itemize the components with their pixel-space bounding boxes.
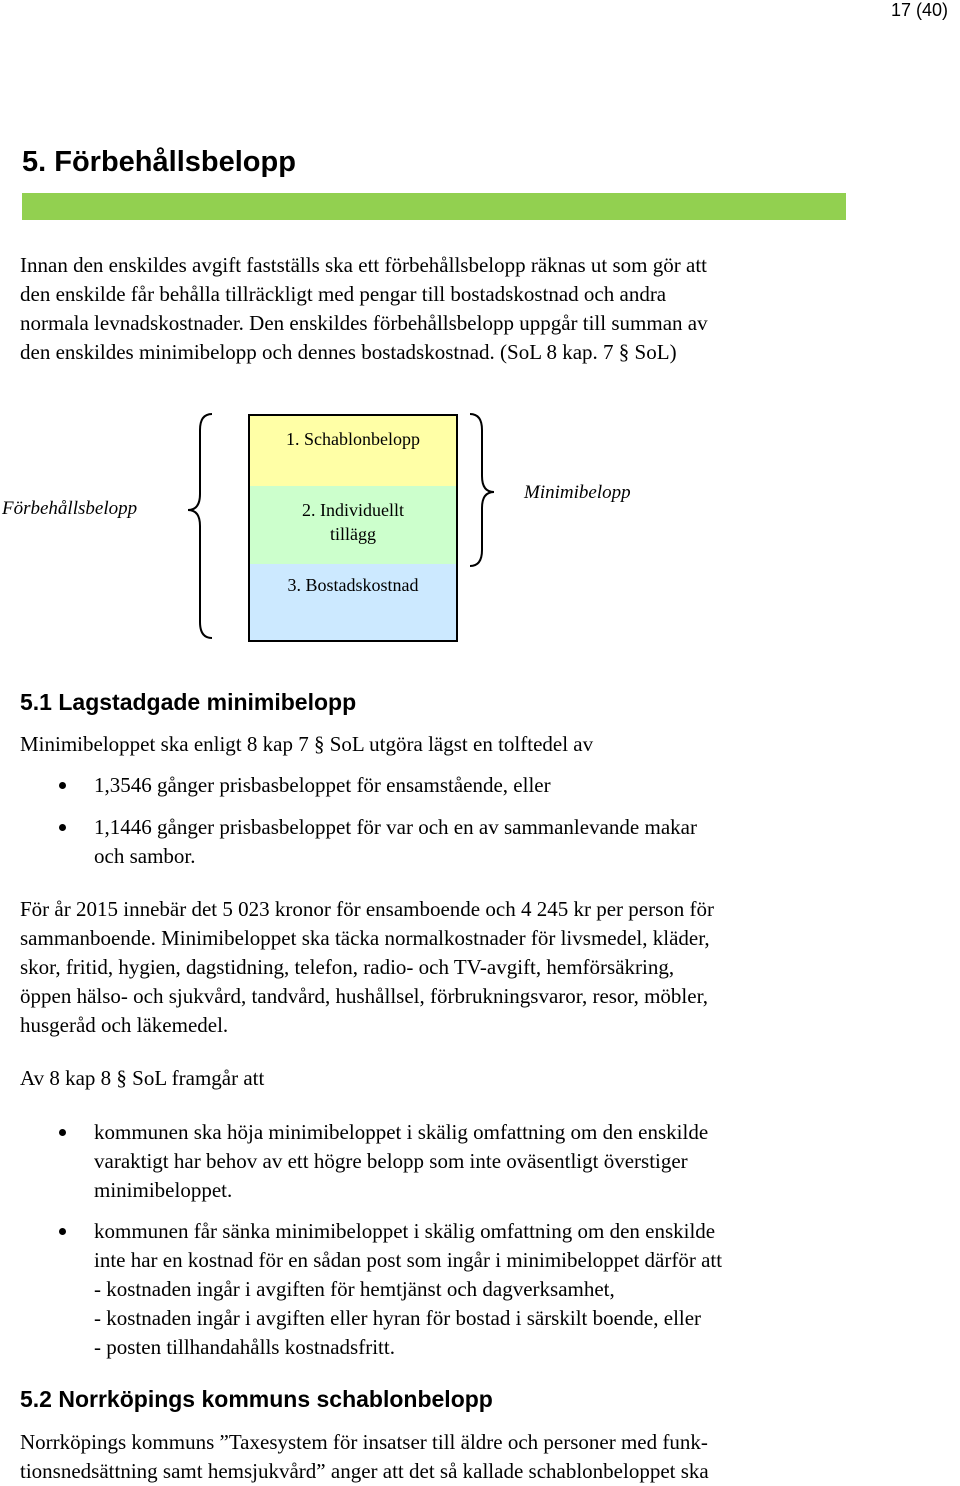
box-label — [250, 498, 456, 546]
bullet-icon — [59, 824, 66, 831]
right-brace — [470, 414, 494, 566]
text-line: Norrköpings kommuns ”Taxesystem för insatser till äldre och personer med funk- — [20, 1430, 708, 1454]
box-label-line: tillägg — [330, 524, 376, 544]
text-line: den enskildes minimibelopp och dennes bostadskostnad. (SoL 8 kap. 7 § SoL) — [20, 340, 677, 364]
text-line: husgeråd och läkemedel. — [20, 1013, 229, 1037]
diagram-braces — [0, 400, 960, 650]
subsection-heading-5-1: 5.1 Lagstadgade minimibelopp — [20, 689, 357, 715]
text-line: minimibeloppet. — [94, 1178, 233, 1202]
intro-paragraph — [20, 251, 860, 367]
text-line: - kostnaden ingår i avgiften eller hyran för bostad i särskilt boende, eller — [94, 1306, 702, 1330]
lead-text: Minimibeloppet ska enligt 8 kap 7 § SoL utgöra lägst en tolftedel av — [20, 732, 594, 756]
text-line: 1,3546 gånger prisbasbeloppet för ensamstående, eller — [94, 773, 551, 797]
text-line: normala levnadskostnader. Den enskildes förbehållsbelopp uppgår till summan av — [20, 311, 708, 335]
text-line: sammanboende. Minimibeloppet ska täcka normalkostnader för livsmedel, kläder, — [20, 926, 710, 950]
text-line: - kostnaden ingår i avgiften för hemtjänst och dagverksamhet, — [94, 1277, 615, 1301]
heading-underline-bar — [22, 193, 846, 220]
bullet-icon — [59, 1129, 66, 1136]
forbehallsbelopp-label: Förbehållsbelopp — [2, 498, 138, 519]
body-paragraph — [20, 1428, 860, 1486]
bullet-item — [94, 771, 874, 800]
text-line: kommunen får sänka minimibeloppet i skälig omfattning om den enskilde — [94, 1219, 716, 1243]
text-line: öppen hälso- och sjukvård, tandvård, hushållsel, förbrukningsvaror, resor, möbler, — [20, 984, 708, 1008]
bullet-icon — [59, 782, 66, 789]
left-brace — [188, 414, 212, 638]
bullet-item — [94, 1217, 874, 1362]
box-label: 1. Schablonbelopp — [286, 429, 420, 449]
text-line: tionsnedsättning samt hemsjukvård” anger att det så kallade schablonbeloppet ska — [20, 1459, 709, 1483]
body-paragraph — [20, 895, 860, 1040]
budget-diagram — [0, 400, 960, 650]
box-individuellt-tillagg — [248, 486, 458, 564]
text-line: Innan den enskildes avgift fastställs ska ett förbehållsbelopp räknas ut som gör att — [20, 253, 708, 277]
section-heading: 5. Förbehållsbelopp — [22, 146, 296, 178]
box-label: 3. Bostadskostnad — [287, 575, 419, 595]
text-line: varaktigt har behov av ett högre belopp som inte oväsentligt överstiger — [94, 1149, 688, 1173]
bullet-item — [94, 1118, 874, 1205]
box-label-line: 2. Individuellt — [302, 500, 404, 520]
bullet-item — [94, 813, 874, 871]
minimibelopp-label: Minimibelopp — [524, 482, 631, 503]
bullet-icon — [59, 1228, 66, 1235]
text-line: skor, fritid, hygien, dagstidning, telefon, radio- och TV-avgift, hemförsäkring, — [20, 955, 675, 979]
text-line: kommunen ska höja minimibeloppet i skälig omfattning om den enskilde — [94, 1120, 709, 1144]
text-line: För år 2015 innebär det 5 023 kronor för ensamboende och 4 245 kr per person för — [20, 897, 714, 921]
box-schablonbelopp — [248, 414, 458, 488]
page-number: 17 (40) — [890, 0, 948, 20]
lead-text: Av 8 kap 8 § SoL framgår att — [20, 1066, 265, 1090]
text-line: och sambor. — [94, 844, 196, 868]
text-line: - posten tillhandahålls kostnadsfritt. — [94, 1335, 395, 1359]
box-bostadskostnad — [248, 564, 458, 642]
text-line: den enskilde får behålla tillräckligt med pengar till bostadskostnad och andra — [20, 282, 667, 306]
text-line: inte har en kostnad för en sådan post som ingår i minimibeloppet därför att — [94, 1248, 723, 1272]
subsection-heading-5-2: 5.2 Norrköpings kommuns schablonbelopp — [20, 1386, 493, 1412]
text-line: 1,1446 gånger prisbasbeloppet för var och en av sammanlevande makar — [94, 815, 697, 839]
